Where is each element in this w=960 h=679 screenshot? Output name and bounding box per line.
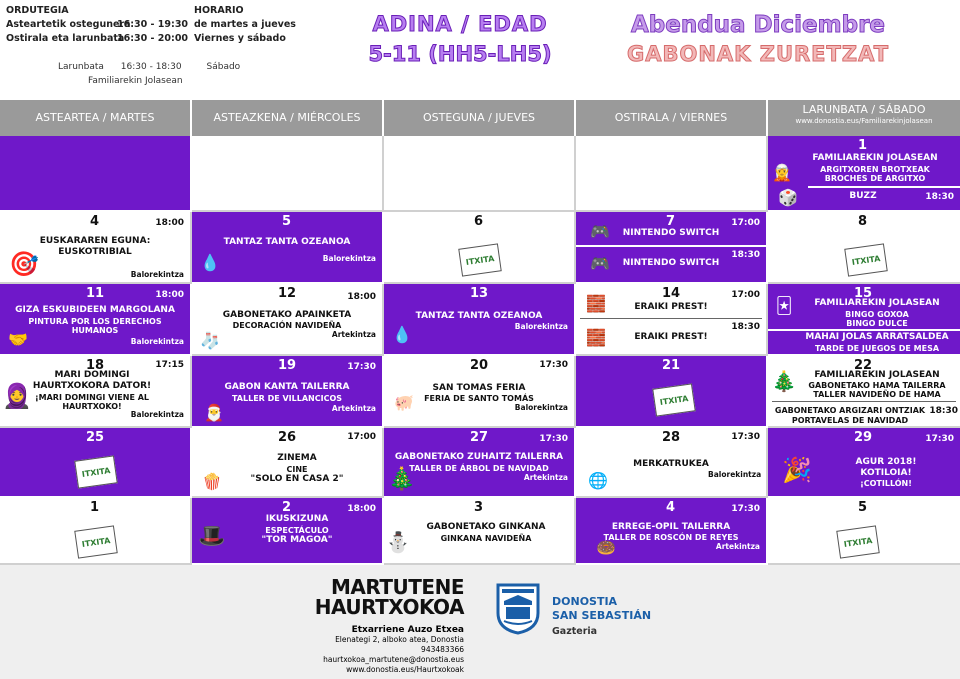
event-subtitle: ESPECTÁCULO	[265, 526, 329, 535]
event-title: AGUR 2018!	[855, 457, 917, 467]
day-number: 22	[854, 358, 873, 373]
day-number: 12	[278, 286, 297, 301]
day-cell-28[interactable]	[576, 428, 768, 498]
day-cell-6[interactable]	[384, 212, 576, 284]
event-title-2: MAHAI JOLAS ARRATSALDEA	[805, 332, 949, 342]
nintendo-switch-icon: 🎮	[590, 253, 610, 273]
schedule-times	[117, 18, 188, 46]
day-cell-29[interactable]	[768, 428, 960, 498]
day-cell-jan-1[interactable]	[0, 498, 192, 565]
day-number: 5	[858, 500, 868, 515]
department-name: Gazteria	[552, 626, 598, 637]
day-number: 3	[474, 500, 484, 515]
water-drop-icon: 💧	[392, 324, 412, 344]
day-cell-12[interactable]	[192, 284, 384, 356]
event-time-2: 18:30	[731, 250, 760, 260]
day-cell-4[interactable]	[0, 212, 192, 284]
event-subtitle: PINTURA POR LOS DERECHOS	[28, 317, 162, 326]
exchange-globe-icon: 🌐	[588, 470, 608, 490]
day-number: 5	[282, 214, 292, 229]
carolers-icon: 🎅	[204, 402, 224, 422]
day-number: 4	[666, 500, 676, 515]
building-blocks-icon: 🧱	[586, 293, 606, 313]
event-subtitle-es: TALLER NAVIDEÑO DE HAMA	[813, 390, 941, 399]
water-drop-icon: 💧	[200, 252, 220, 272]
event-title: FAMILIAREKIN JOLASEAN	[814, 370, 940, 380]
brand-name-2: HAURTXOKOA	[314, 595, 464, 619]
footer	[0, 565, 960, 679]
event-subtitle-es: ¡COTILLÓN!	[860, 479, 912, 488]
weekday-saturday-label: LARUNBATA / SÁBADO	[802, 103, 926, 116]
schedule-time-2: 16:30 - 20:00	[117, 33, 189, 44]
venue-website[interactable]: www.donostia.eus/Haurtxokoak	[346, 665, 464, 674]
event-category: Artekintza	[331, 330, 376, 339]
day-cell-empty-fri	[576, 136, 768, 212]
event-category: Balorekintza	[322, 254, 376, 263]
schedule-row-3-es: Sábado	[206, 62, 241, 72]
event-subtitle-2: PORTAVELAS DE NAVIDAD	[791, 416, 909, 425]
schedule-time-3: 16:30 - 18:30	[120, 62, 182, 72]
city-name-eu: DONOSTIA	[552, 595, 618, 608]
day-cell-1[interactable]	[768, 136, 960, 212]
weekday-wednesday: ASTEAZKENA / MIÉRCOLES	[192, 100, 384, 136]
pig-icon: 🐖	[394, 392, 414, 412]
day-cell-jan-5[interactable]	[768, 498, 960, 565]
month-title	[588, 12, 928, 66]
age-title	[360, 12, 560, 66]
day-number: 18	[86, 358, 105, 373]
event-category: Balorekintza	[708, 470, 762, 479]
event-title: GIZA ESKUBIDEEN MARGOLANA	[15, 305, 175, 315]
divider	[768, 329, 960, 331]
event-title: FAMILIAREKIN JOLASEAN	[814, 298, 940, 308]
day-number: 25	[86, 430, 105, 445]
day-number: 19	[278, 358, 297, 373]
buzz-game-icon: 🎲	[778, 187, 798, 207]
event-category: Artekintza	[715, 542, 760, 551]
roscon-cake-icon: 🍩	[596, 537, 616, 557]
event-title-1: ERAIKI PREST!	[634, 302, 708, 312]
event-time: 17:15	[155, 360, 184, 370]
closed-sign-icon: ITXITA	[844, 243, 888, 276]
day-number: 2	[282, 500, 292, 515]
event-title: MERKATRUKEA	[633, 459, 709, 469]
brand-name-1: MARTUTENE	[331, 575, 464, 599]
event-subtitle: EUSKOTRIBIAL	[58, 247, 132, 257]
weekday-saturday	[768, 100, 960, 136]
event-title-2: GABONETAKO ARGIZARI ONTZIAK	[774, 406, 926, 415]
event-title: IKUSKIZUNA	[265, 514, 329, 524]
day-cell-5[interactable]	[192, 212, 384, 284]
day-cell-20[interactable]	[384, 356, 576, 428]
show-title: "TOR MAGOA"	[261, 535, 333, 545]
character-icon: 🧝	[772, 162, 792, 182]
event-subtitle-eu: GABONETAKO HAMA TAILERRA	[808, 381, 946, 390]
closed-sign-icon: ITXITA	[458, 243, 502, 276]
event-time: 18:00	[347, 504, 376, 514]
day-cell-11[interactable]	[0, 284, 192, 356]
city-name-es: SAN SEBASTIÁN	[552, 609, 652, 622]
event-title-2: HAURTXOKORA DATOR!	[32, 381, 152, 391]
event-time: 18:30	[929, 406, 958, 416]
schedule-spanish	[194, 4, 296, 46]
day-number: 29	[854, 430, 873, 445]
movie-title: "SOLO EN CASA 2"	[250, 474, 344, 484]
day-cell-21[interactable]	[576, 356, 768, 428]
age-title-line2: 5-11 (HH5-LH5)	[368, 42, 552, 66]
day-number: 20	[470, 358, 489, 373]
building-blocks-icon: 🧱	[586, 327, 606, 347]
bingo-card-icon: 🃏	[775, 295, 793, 315]
event-subtitle-2: TARDE DE JUEGOS DE MESA	[814, 344, 940, 353]
day-number: 4	[90, 214, 100, 229]
month-title-line1: Abendua Diciembre	[630, 12, 886, 38]
day-cell-18[interactable]	[0, 356, 192, 428]
schedule-time-1: 16:30 - 19:30	[117, 19, 189, 30]
event-subtitle: GINKANA NAVIDEÑA	[440, 534, 532, 543]
day-number: 1	[858, 138, 868, 153]
day-number: 13	[470, 286, 489, 301]
donostia-shield-logo-icon	[496, 583, 540, 635]
venue-address: Elenategi 2, alboko atea, Donostia	[335, 635, 464, 644]
day-number: 27	[470, 430, 489, 445]
event-category: Artekintza	[331, 404, 376, 413]
trivial-game-icon: 🎯	[9, 250, 39, 278]
day-cell-13[interactable]	[384, 284, 576, 356]
event-subtitle: CINE	[286, 465, 308, 474]
day-cell-jan-2[interactable]	[192, 498, 384, 565]
month-title-line2: GABONAK ZURETZAT	[626, 42, 890, 66]
schedule-row-2-eu: Ostirala eta larunbata	[6, 33, 125, 44]
event-subtitle: DECORACIÓN NAVIDEÑA	[232, 321, 342, 330]
venue-email[interactable]: haurtxokoa_martutene@donostia.eus	[323, 655, 464, 664]
snowman-icon: ⛄	[385, 530, 411, 554]
event-title: GABON KANTA TAILERRA	[224, 382, 350, 392]
event-time: 17:30	[731, 504, 760, 514]
day-cell-empty-thu	[384, 136, 576, 212]
popcorn-icon: 🍿	[202, 471, 222, 491]
schedule-title-eu: ORDUTEGIA	[6, 5, 69, 16]
weekday-header-row	[0, 100, 960, 136]
event-time: 17:00	[347, 432, 376, 442]
closed-sign-icon: ITXITA	[836, 525, 880, 558]
event-title-1: NINTENDO SWITCH	[622, 228, 720, 238]
event-time: 18:00	[155, 218, 184, 228]
closed-sign-icon: ITXITA	[74, 525, 118, 558]
mari-domingi-figure-icon: 🧕	[2, 382, 32, 410]
day-number: 6	[474, 214, 484, 229]
closed-sign-icon: ITXITA	[652, 383, 696, 416]
schedule-row-3-eu: Larunbata	[58, 62, 104, 72]
event-title: GABONETAKO ZUHAITZ TAILERRA	[394, 452, 564, 462]
event-title: GABONETAKO GINKANA	[426, 522, 546, 532]
event-time: 17:30	[925, 434, 954, 444]
event-time: 17:30	[347, 362, 376, 372]
event-subtitle-eu: BINGO GOXOA	[845, 310, 909, 319]
day-cell-27[interactable]	[384, 428, 576, 498]
day-cell-7[interactable]	[576, 212, 768, 284]
event-title: TANTAZ TANTA OZEANOA	[415, 311, 543, 321]
divider	[772, 401, 956, 402]
event-category: Balorekintza	[130, 270, 184, 279]
event-subtitle-2: HAURTXOKO!	[62, 402, 122, 411]
event-time: 18:30	[925, 192, 954, 202]
event-title: FAMILIAREKIN JOLASEAN	[812, 153, 938, 163]
event-title-2: NINTENDO SWITCH	[622, 258, 720, 268]
divider	[576, 245, 766, 247]
event-subtitle: FERIA DE SANTO TOMÁS	[424, 394, 534, 403]
header-area	[0, 0, 960, 100]
day-cell-8[interactable]	[768, 212, 960, 284]
event-title: SAN TOMAS FERIA	[432, 383, 526, 393]
age-title-line1: ADINA / EDAD	[372, 12, 548, 36]
day-cell-15[interactable]	[768, 284, 960, 356]
day-number: 7	[666, 214, 676, 229]
day-number: 28	[662, 430, 681, 445]
day-cell-jan-3[interactable]	[384, 498, 576, 565]
event-time-2: 18:30	[731, 322, 760, 332]
closed-sign-icon: ITXITA	[74, 455, 118, 488]
event-subtitle-es: BROCHES DE ARGITXO	[824, 174, 926, 183]
day-number: 21	[662, 358, 681, 373]
schedule-saturday	[58, 60, 240, 88]
event-subtitle: KOTILOIA!	[860, 468, 912, 478]
event-subtitle: TALLER DE ROSCÓN DE REYES	[603, 533, 739, 542]
event-buzz: BUZZ	[849, 191, 877, 201]
schedule-title-es: HORARIO	[194, 5, 244, 16]
weekday-thursday: OSTEGUNA / JUEVES	[384, 100, 576, 136]
christmas-tree-icon: 🎄	[771, 369, 797, 393]
christmas-stocking-icon: 🧦	[200, 330, 220, 350]
day-number: 1	[90, 500, 100, 515]
calendar-grid	[0, 100, 960, 565]
event-subtitle: TALLER DE VILLANCICOS	[231, 394, 343, 403]
venue-phone: 943483366	[421, 645, 464, 654]
event-title: MARI DOMINGI	[54, 370, 130, 380]
magician-icon: 🎩	[198, 523, 226, 549]
haurtxokoa-brand	[312, 577, 464, 675]
day-number: 15	[854, 286, 873, 301]
day-number: 8	[858, 214, 868, 229]
day-cell-26[interactable]	[192, 428, 384, 498]
nintendo-switch-icon: 🎮	[590, 221, 610, 241]
event-time: 17:30	[539, 434, 568, 444]
event-title: GABONETAKO APAINKETA	[222, 310, 352, 320]
day-cell-22[interactable]	[768, 356, 960, 428]
event-time: 18:00	[155, 290, 184, 300]
event-title: ZINEMA	[277, 453, 317, 463]
event-category: Balorekintza	[130, 410, 184, 419]
party-horn-icon: 🎉	[782, 456, 812, 484]
event-subtitle-2: HUMANOS	[71, 326, 119, 335]
event-subtitle-es: BINGO DULCE	[846, 319, 908, 328]
schedule-row-1-es: de martes a jueves	[194, 19, 296, 30]
event-time: 18:00	[347, 292, 376, 302]
schedule-family-note: Familiarekin Jolasean	[88, 76, 183, 86]
schedule-basque	[6, 4, 131, 46]
day-number: 14	[662, 286, 681, 301]
divider	[580, 318, 762, 319]
event-time-1: 17:00	[731, 290, 760, 300]
day-cell-25[interactable]	[0, 428, 192, 498]
event-title: TANTAZ TANTA OZEANOA	[223, 237, 351, 247]
event-category: Artekintza	[523, 473, 568, 482]
event-title: EUSKARAREN EGUNA:	[39, 236, 151, 246]
schedule-row-1-eu: Asteartetik ostegunera	[6, 19, 131, 30]
day-number: 26	[278, 430, 297, 445]
event-category: Balorekintza	[514, 403, 568, 412]
divider	[808, 186, 960, 188]
event-time: 17:30	[539, 360, 568, 370]
weekday-friday: OSTIRALA / VIERNES	[576, 100, 768, 136]
event-title: ERREGE-OPIL TAILERRA	[611, 522, 731, 532]
weekday-tuesday: ASTEARTEA / MARTES	[0, 100, 192, 136]
day-cell-19[interactable]	[192, 356, 384, 428]
day-cell-jan-4[interactable]	[576, 498, 768, 565]
day-cell-empty-wed	[192, 136, 384, 212]
donostia-wordmark	[552, 595, 651, 639]
event-subtitle: TALLER DE ÁRBOL DE NAVIDAD	[409, 464, 549, 473]
weekday-saturday-url[interactable]: www.donostia.eus/Familiarekinjolasean	[795, 117, 933, 125]
event-category: Balorekintza	[514, 322, 568, 331]
day-number: 11	[86, 286, 105, 301]
schedule-row-2-es: Viernes y sábado	[194, 33, 286, 44]
venue-name: Etxarriene Auzo Etxea	[351, 625, 464, 635]
event-time: 17:30	[731, 432, 760, 442]
event-subtitle: ¡MARI DOMINGI VIENE AL	[35, 393, 149, 402]
event-title-2: ERAIKI PREST!	[634, 332, 708, 342]
event-category: Balorekintza	[130, 337, 184, 346]
day-cell-14[interactable]	[576, 284, 768, 356]
day-cell-empty-tue	[0, 136, 192, 212]
event-subtitle-eu: ARGITXOREN BROTXEAK	[820, 165, 930, 174]
christmas-tree-icon: 🎄	[388, 466, 416, 492]
event-time-1: 17:00	[731, 218, 760, 228]
hands-paint-icon: 🤝	[8, 329, 28, 349]
